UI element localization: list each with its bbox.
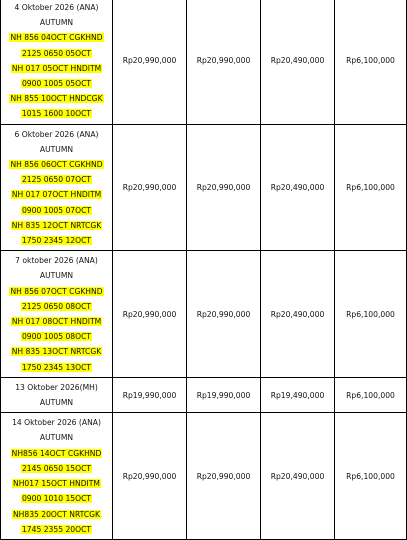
departure-row bbox=[1, 413, 407, 540]
flight-line bbox=[1, 491, 112, 506]
season-label: AUTUMN bbox=[39, 271, 74, 281]
flight-line bbox=[1, 476, 112, 491]
price-cell-1: Rp20,990,000 bbox=[113, 413, 187, 540]
departure-date: 13 Oktober 2026(MH) bbox=[15, 382, 98, 392]
departure-info-cell bbox=[1, 377, 113, 412]
price-cell-4: Rp6,100,000 bbox=[335, 124, 407, 251]
departure-info-cell bbox=[1, 413, 113, 540]
flight-line bbox=[1, 203, 112, 218]
departure-row bbox=[1, 0, 407, 124]
price-cell-4: Rp6,100,000 bbox=[335, 377, 407, 412]
flight-line bbox=[1, 46, 112, 61]
season-label: AUTUMN bbox=[39, 18, 74, 28]
flight-detail-highlight: NH 835 13OCT NRTCGK bbox=[11, 347, 102, 357]
price-cell-1: Rp20,990,000 bbox=[113, 251, 187, 378]
flight-detail-highlight: NH017 15OCT HNDITM bbox=[13, 479, 100, 489]
flight-detail-highlight: 0900 1005 07OCT bbox=[21, 205, 92, 215]
flight-line bbox=[1, 157, 112, 172]
flight-detail-highlight: NH835 20OCT NRTCGK bbox=[12, 509, 101, 519]
flight-line bbox=[1, 360, 112, 375]
flight-line bbox=[1, 187, 112, 202]
flight-detail-highlight: NH 856 07OCT CGKHND bbox=[10, 286, 103, 296]
flight-detail-highlight: 0900 1005 05OCT bbox=[21, 79, 92, 89]
departure-row bbox=[1, 377, 407, 412]
flight-detail-highlight: 0900 1010 15OCT bbox=[21, 494, 92, 504]
price-cell-2: Rp20,990,000 bbox=[187, 0, 261, 124]
price-cell-1: Rp19,990,000 bbox=[113, 377, 187, 412]
flight-detail-highlight: NH 856 06OCT CGKHND bbox=[10, 160, 103, 170]
season-label: AUTUMN bbox=[39, 398, 74, 408]
table-body bbox=[1, 0, 407, 539]
flight-detail-highlight: 0900 1005 08OCT bbox=[21, 332, 92, 342]
flight-line bbox=[1, 507, 112, 522]
flight-line bbox=[1, 344, 112, 359]
flight-detail-highlight: NH 017 08OCT HNDITM bbox=[11, 317, 102, 327]
departure-info-cell bbox=[1, 0, 113, 124]
flight-line bbox=[1, 299, 112, 314]
departure-info-cell bbox=[1, 124, 113, 251]
flight-line bbox=[1, 314, 112, 329]
flight-detail-highlight: 1015 1600 10OCT bbox=[21, 109, 92, 119]
flight-detail-highlight: NH 855 10OCT HNDCGK bbox=[10, 94, 103, 104]
price-cell-2: Rp20,990,000 bbox=[187, 124, 261, 251]
departure-row bbox=[1, 251, 407, 378]
price-cell-3: Rp20,490,000 bbox=[261, 251, 335, 378]
flight-detail-highlight: 2125 0650 08OCT bbox=[21, 301, 92, 311]
flight-line bbox=[1, 76, 112, 91]
season-label: AUTUMN bbox=[39, 144, 74, 154]
flight-detail-highlight: 2125 0650 07OCT bbox=[21, 175, 92, 185]
flight-detail-highlight: NH856 14OCT CGKHND bbox=[11, 448, 102, 458]
flight-detail-highlight: NH 017 05OCT HNDITM bbox=[11, 63, 102, 73]
season-label: AUTUMN bbox=[39, 433, 74, 443]
departure-date: 14 Oktober 2026 (ANA) bbox=[12, 418, 101, 428]
departure-date: 6 Oktober 2026 (ANA) bbox=[14, 129, 99, 139]
flight-line bbox=[1, 91, 112, 106]
flight-detail-highlight: 1750 2345 12OCT bbox=[21, 236, 92, 246]
flight-line bbox=[1, 61, 112, 76]
flight-detail-highlight: NH 856 04OCT CGKHND bbox=[10, 33, 103, 43]
price-cell-4: Rp6,100,000 bbox=[335, 413, 407, 540]
flight-detail-highlight: NH 835 12OCT NRTCGK bbox=[11, 220, 102, 230]
flight-detail-highlight: 1745 2355 20OCT bbox=[21, 524, 92, 534]
flight-line bbox=[1, 329, 112, 344]
departure-date: 4 Oktober 2026 (ANA) bbox=[14, 3, 99, 12]
flight-line bbox=[1, 106, 112, 121]
price-cell-2: Rp20,990,000 bbox=[187, 413, 261, 540]
flight-detail-highlight: 2125 0650 05OCT bbox=[21, 48, 92, 58]
flight-line bbox=[1, 461, 112, 476]
price-cell-4: Rp6,100,000 bbox=[335, 0, 407, 124]
flight-line bbox=[1, 522, 112, 537]
flight-line bbox=[1, 284, 112, 299]
price-cell-1: Rp20,990,000 bbox=[113, 124, 187, 251]
flight-detail-highlight: 2145 0650 15OCT bbox=[21, 463, 92, 473]
flight-line bbox=[1, 218, 112, 233]
flight-line bbox=[1, 172, 112, 187]
price-cell-2: Rp19,990,000 bbox=[187, 377, 261, 412]
price-cell-3: Rp20,490,000 bbox=[261, 0, 335, 124]
price-cell-3: Rp19,490,000 bbox=[261, 377, 335, 412]
departure-row bbox=[1, 124, 407, 251]
price-cell-1: Rp20,990,000 bbox=[113, 0, 187, 124]
price-cell-3: Rp20,490,000 bbox=[261, 124, 335, 251]
flight-line bbox=[1, 30, 112, 45]
price-cell-4: Rp6,100,000 bbox=[335, 251, 407, 378]
flight-line bbox=[1, 233, 112, 248]
flight-detail-highlight: 1750 2345 13OCT bbox=[21, 362, 92, 372]
flight-detail-highlight: NH 017 07OCT HNDITM bbox=[11, 190, 102, 200]
price-cell-3: Rp20,490,000 bbox=[261, 413, 335, 540]
flight-line bbox=[1, 446, 112, 461]
departure-date: 7 oktober 2026 (ANA) bbox=[15, 256, 98, 266]
price-cell-2: Rp20,990,000 bbox=[187, 251, 261, 378]
departure-info-cell bbox=[1, 251, 113, 378]
